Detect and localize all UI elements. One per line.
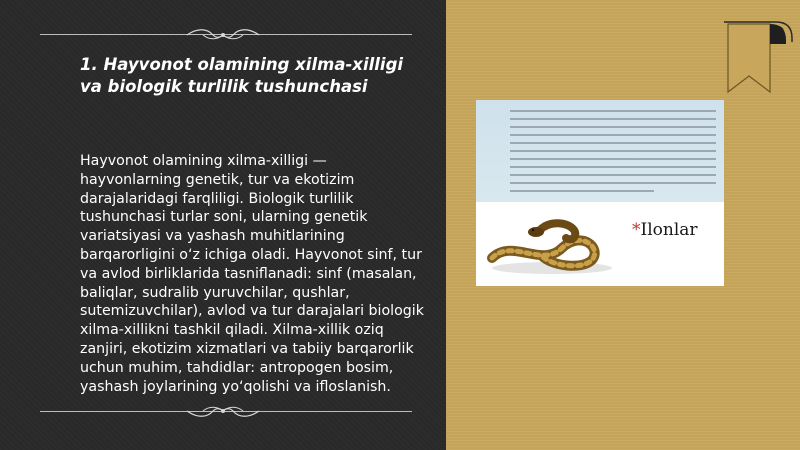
top-flourish-icon <box>183 26 263 44</box>
snake-illustration-icon <box>482 208 632 278</box>
textbook-text-lines <box>510 110 716 198</box>
textbook-page <box>476 100 724 202</box>
bookmark-ribbon-icon <box>720 18 796 98</box>
slide-title: 1. Hayvonot olamining xilma-xilligi va biologik turlilik tushunchasi <box>80 55 404 96</box>
snake-textbook-image <box>476 100 724 286</box>
bottom-flourish-icon <box>183 402 263 420</box>
image-caption: *Ilonlar <box>632 220 698 240</box>
slide-body-text: Hayvonot olamining xilma-xilligi — hayvonlarning genetik, tur va ekotizim darajalaridagi farqliligi. Biologik turlilik tushunchasi turlar soni, ularning genetik variatsiyasi va yashash muhitlarining barqarorligini o‘z ichiga oladi. Hayvonot sinf, tur va avlod birliklarida tasniflanadi: sinf (masalan, baliqlar, sudralib yuruvchilar, qushlar, sutemizuvchilar), avlod va tur darajalari biologik xilma-xillikni tashkil qiladi. Xilma-xillik oziq zanjiri, ekotizim xizmatlari va tabiiy barqarorlik uchun muhim, tahdidlar: antropogen bosim, yashash joylarining yo‘qolishi va ifloslanish. <box>80 153 424 395</box>
